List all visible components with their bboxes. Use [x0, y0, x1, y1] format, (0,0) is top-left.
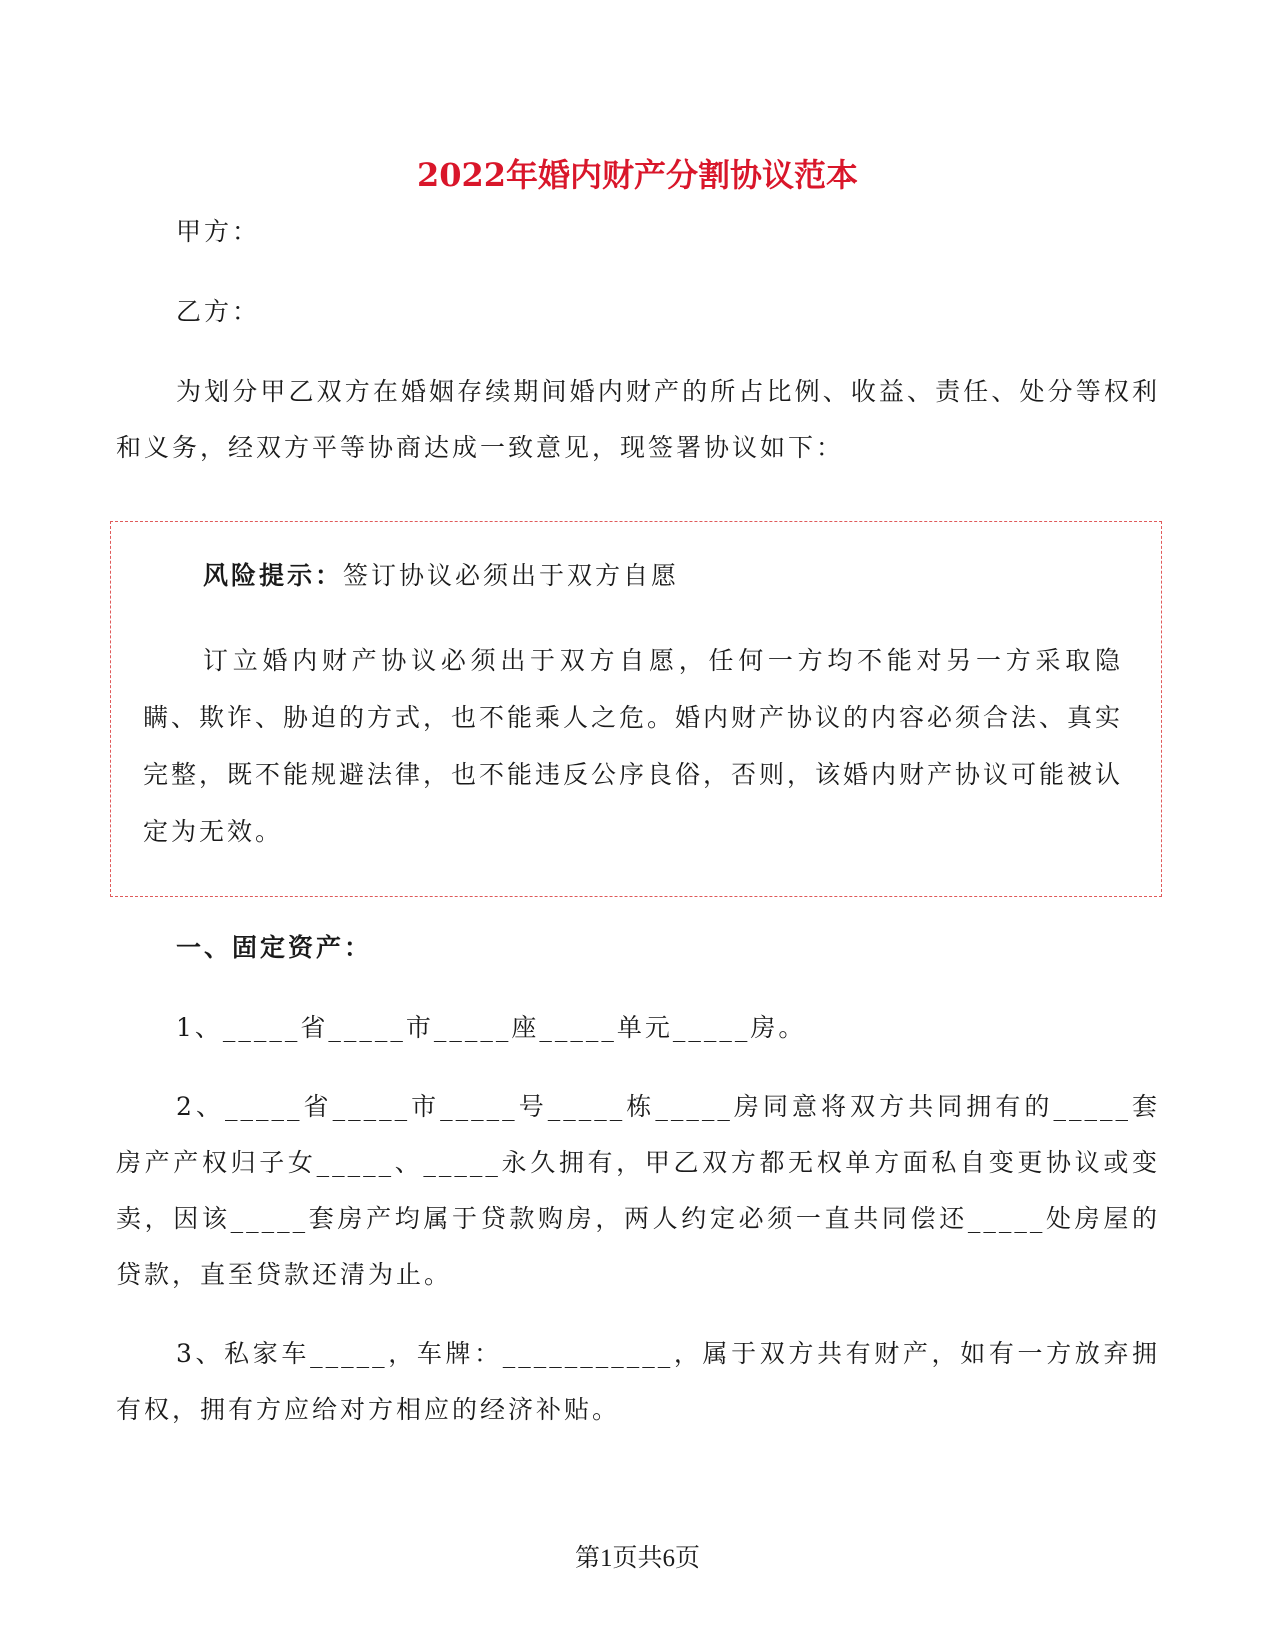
risk-notice-label: 风险提示：: [203, 561, 344, 590]
page-title: 2022年婚内财产分割协议范本: [416, 156, 859, 194]
page-number-footer: 第1页共6页: [574, 1545, 700, 1572]
risk-notice-heading: 签订协议必须出于双方自愿: [343, 561, 680, 590]
risk-notice-title: [203, 556, 679, 592]
clause-item-2: 2、_____省_____市_____号_____栋_____房同意将双方共同拥有的_____套房产产权归子女_____、_____永久拥有，甲乙双方都无权单方面私自变更协议或变卖，因该_____套房产均属于贷款购房，两人约定必须一直共同偿还_____处房屋的贷款，直至贷款还清为止。: [116, 1092, 1160, 1289]
clause-item-1: 1、_____省_____市_____座_____单元_____房。: [176, 1013, 807, 1042]
section-heading-fixed-assets: 一、固定资产：: [176, 933, 373, 962]
intro-paragraph: 为划分甲乙双方在婚姻存续期间婚内财产的所占比例、收益、责任、处分等权利和义务，经双方平等协商达成一致意见，现签署协议如下：: [116, 377, 1160, 462]
clause-item-3: 3、私家车_____，车牌：___________，属于双方共有财产，如有一方放弃拥有权，拥有方应给对方相应的经济补贴。: [116, 1339, 1160, 1424]
risk-notice-box: [110, 521, 1162, 897]
risk-notice-body: 订立婚内财产协议必须出于双方自愿，任何一方均不能对另一方采取隐瞒、欺诈、胁迫的方式，也不能乘人之危。婚内财产协议的内容必须合法、真实完整，既不能规避法律，也不能违反公序良俗，否则，该婚内财产协议可能被认定为无效。: [143, 646, 1124, 846]
party-a-label: 甲方：: [176, 217, 261, 246]
party-b-label: 乙方：: [176, 297, 261, 326]
